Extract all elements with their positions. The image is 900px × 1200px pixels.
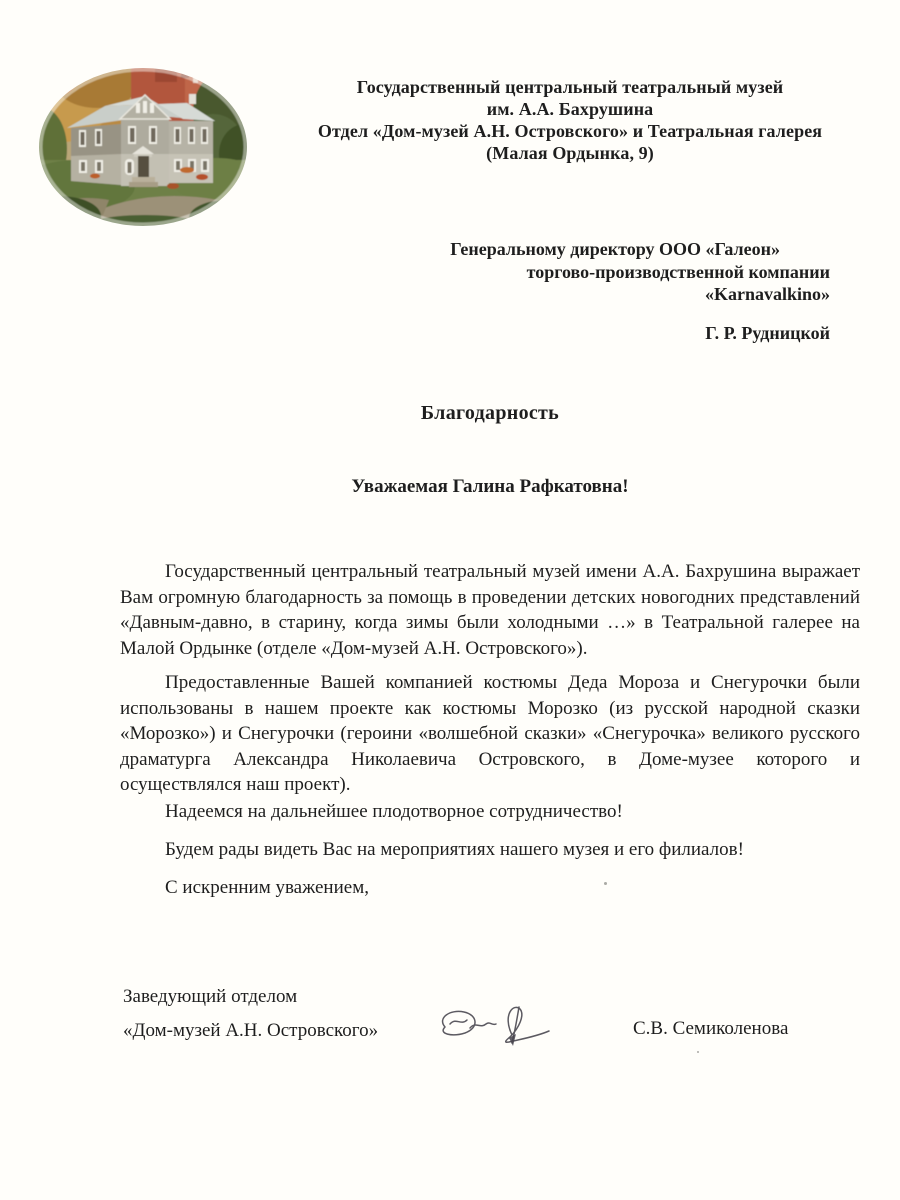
house-photo-illustration — [35, 64, 251, 230]
recipient-block — [420, 238, 830, 306]
letterhead-house-photo — [35, 64, 251, 230]
letterhead-block — [255, 76, 885, 164]
recipient-name: Г. Р. Рудницкой — [705, 323, 830, 343]
body-paragraph: Государственный центральный театральный музей имени А.А. Бахрушина выражает Вам огромную благодарность за помощь в проведении детских новогодних представлений «Давным-давно, в старину, когда зимы были холодными …» в Театральной галерее на Малой Ордынке (отделе «Дом-музей А.Н. Островского»). — [120, 561, 860, 659]
body-paragraph: Надеемся на дальнейшее плодотворное сотрудничество! — [165, 801, 623, 822]
handwritten-signature — [428, 1000, 552, 1052]
recipient-line: «Karnavalkino» — [704, 284, 830, 304]
body-paragraph: С искренним уважением, — [165, 877, 369, 898]
recipient-line: Генеральному директору ООО «Галеон» — [450, 239, 780, 259]
document-title: Благодарность — [420, 402, 560, 424]
signoff-role-line2: «Дом-музей А.Н. Островского» — [123, 1020, 379, 1041]
signoff-name: С.В. Семиколенова — [633, 1018, 789, 1039]
scan-speck — [604, 882, 607, 885]
letterhead-line: им. А.А. Бахрушина — [486, 99, 654, 119]
body-paragraph: Будем рады видеть Вас на мероприятиях нашего музея и его филиалов! — [165, 839, 744, 860]
letterhead-line: Государственный центральный театральный музей — [356, 77, 784, 97]
salutation: Уважаемая Галина Рафкатовна! — [351, 476, 629, 497]
signature-glyph — [428, 1000, 552, 1052]
body-paragraph: Предоставленные Вашей компанией костюмы Деда Мороза и Снегурочки были использованы в нашем проекте как костюмы Морозко (из русской народной сказки «Морозко») и Снегурочки (героини «волшебной сказки» «Снегурочка» великого русского драматурга Александра Николаевича Островского, в Доме-музее которого и осуществлялся наш проект). — [120, 672, 860, 795]
recipient-line: торгово-производственной компании — [526, 261, 830, 282]
letterhead-line: Отдел «Дом-музей А.Н. Островского» и Театральная галерея — [317, 121, 823, 141]
signoff-role-line1: Заведующий отделом — [123, 986, 298, 1007]
letterhead-line: (Малая Ордынка, 9) — [486, 143, 654, 163]
scan-speck — [697, 1051, 699, 1053]
